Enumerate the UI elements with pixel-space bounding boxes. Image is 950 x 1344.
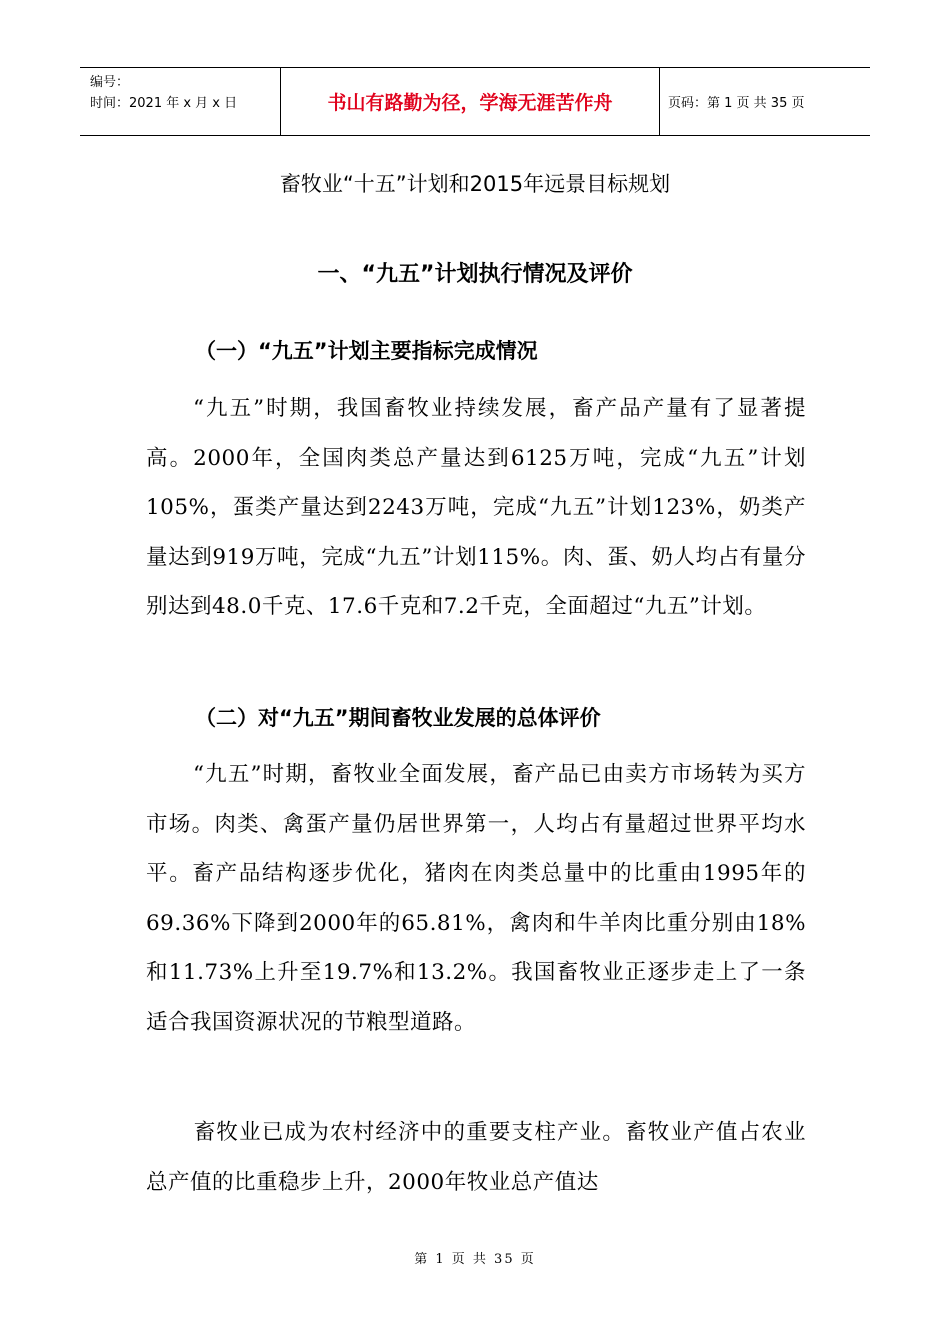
time-label: 时间：2021 年 x 月 x 日 — [90, 96, 238, 111]
header-meta — [80, 68, 281, 135]
paragraph-1-text: “九五”时期，我国畜牧业持续发展，畜产品产量有了显著提高。2000年，全国肉类总产量达到6125万吨，完成“九五”计划105%，蛋类产量达到2243万吨，完成“九五”计划123%，奶类产量达到919万吨，完成“九五”计划115%。肉、蛋、奶人均占有量分别达到48.0千克、17.6千克和7.2千克，全面超过“九五”计划。 — [146, 396, 806, 619]
header-page-info: 页码：第 1 页 共 35 页 — [668, 96, 805, 111]
number-label: 编号： — [90, 75, 130, 90]
paragraph-1 — [146, 384, 806, 632]
document-title: 畜牧业“十五”计划和2015年远景目标规划 — [279, 172, 671, 196]
paragraph-2-text: “九五”时期，畜牧业全面发展，畜产品已由卖方市场转为买方市场。肉类、禽蛋产量仍居世界第一，人均占有量超过世界平均水平。畜产品结构逐步优化，猪肉在肉类总量中的比重由1995年的69.36%下降到2000年的65.81%，禽肉和牛羊肉比重分别由18%和11.73%上升至19.7%和13.2%。我国畜牧业正逐步走上了一条适合我国资源状况的节粮型道路。 — [146, 762, 806, 1035]
subsection-heading-1: （一）“九五”计划主要指标完成情况 — [195, 339, 538, 363]
page-footer: 第 1 页 共 35 页 — [414, 1252, 536, 1267]
paragraph-3-text: 畜牧业已成为农村经济中的重要支柱产业。畜牧业产值占农业总产值的比重稳步上升，2000年牧业总产值达 — [146, 1120, 806, 1195]
paragraph-3 — [146, 1108, 806, 1207]
header-motto: 书山有路勤为径，学海无涯苦作舟 — [281, 68, 660, 135]
subsection-heading-2: （二）对“九五”期间畜牧业发展的总体评价 — [195, 706, 601, 730]
section-heading: 一、“九五”计划执行情况及评价 — [317, 262, 633, 287]
header-table — [80, 67, 870, 136]
paragraph-2 — [146, 750, 806, 1047]
